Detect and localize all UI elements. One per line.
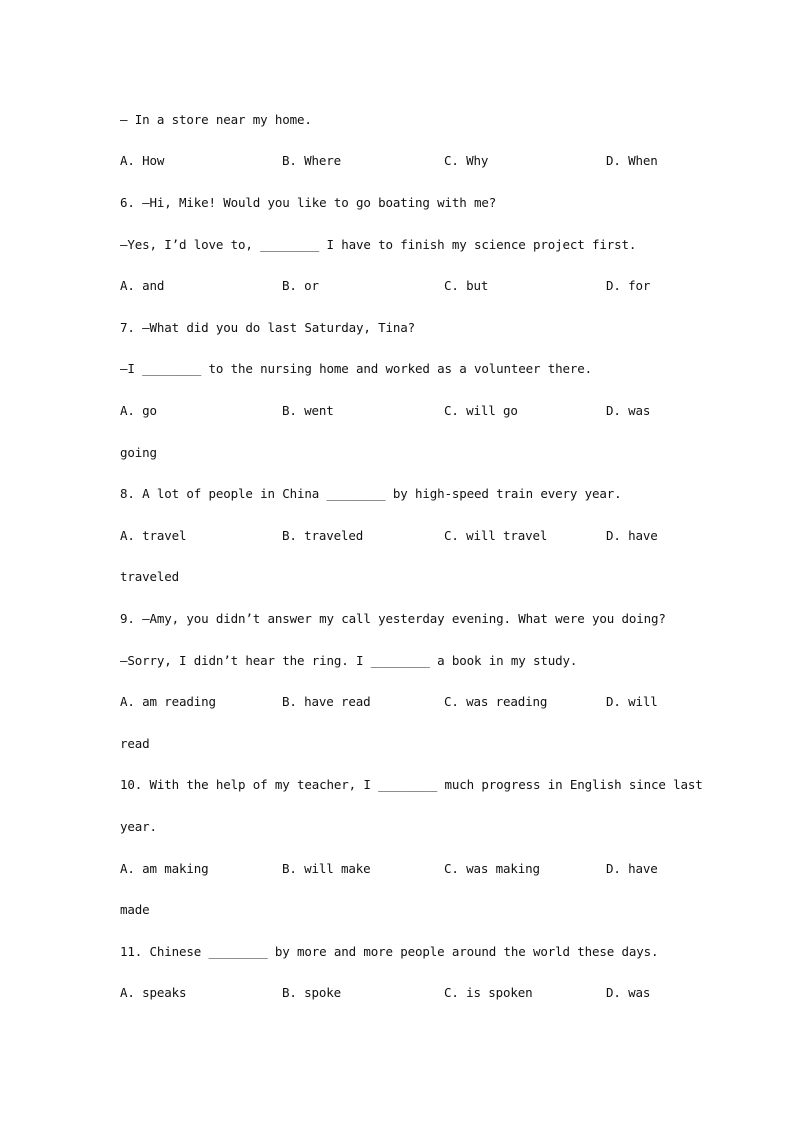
q9-option-a: A. am reading [120,694,216,709]
q7-stem: 7. —What did you do last Saturday, Tina? [120,320,416,335]
q5-option-a: A. How [120,153,165,168]
q5-answer-line: — In a store near my home. [120,112,312,127]
q9-option-d-wrap: read [120,736,150,751]
q6-option-d: D. for [606,278,651,293]
q5-option-b: B. Where [282,153,342,168]
q8-option-c: C. will travel [444,528,548,543]
q9-option-c: C. was reading [444,694,548,709]
q7-option-d-wrap: going [120,445,157,460]
q6-reply: —Yes, I’d love to, ________ I have to finish my science project first. [120,237,637,252]
q8-stem: 8. A lot of people in China ________ by high-speed train every year. [120,486,622,501]
q6-stem: 6. —Hi, Mike! Would you like to go boating with me? [120,195,497,210]
q10-option-d: D. have [606,861,658,876]
q11-option-b: B. spoke [282,985,342,1000]
q10-option-d-wrap: made [120,902,150,917]
q10-option-b: B. will make [282,861,371,876]
q8-option-b: B. traveled [282,528,364,543]
q6-option-c: C. but [444,278,489,293]
q10-option-c: C. was making [444,861,540,876]
q11-stem: 11. Chinese ________ by more and more people around the world these days. [120,944,659,959]
q9-option-d: D. will [606,694,658,709]
q8-option-d-wrap: traveled [120,569,180,584]
q11-option-c: C. is spoken [444,985,533,1000]
q10-stem: 10. With the help of my teacher, I ________ much progress in English since last [120,777,703,792]
q6-option-a: A. and [120,278,165,293]
q9-option-b: B. have read [282,694,371,709]
q11-option-d: D. was [606,985,651,1000]
q6-option-b: B. or [282,278,319,293]
q8-option-d: D. have [606,528,658,543]
q11-option-a: A. speaks [120,985,187,1000]
q7-reply: —I ________ to the nursing home and worked as a volunteer there. [120,361,593,376]
q10-stem-wrap: year. [120,819,157,834]
q5-option-c: C. Why [444,153,489,168]
q9-stem: 9. —Amy, you didn’t answer my call yesterday evening. What were you doing? [120,611,666,626]
q10-option-a: A. am making [120,861,209,876]
q7-option-c: C. will go [444,403,518,418]
q7-option-d: D. was [606,403,651,418]
q8-option-a: A. travel [120,528,187,543]
q7-option-a: A. go [120,403,157,418]
q5-option-d: D. When [606,153,658,168]
q9-reply: —Sorry, I didn’t hear the ring. I ________ a book in my study. [120,653,578,668]
q7-option-b: B. went [282,403,334,418]
